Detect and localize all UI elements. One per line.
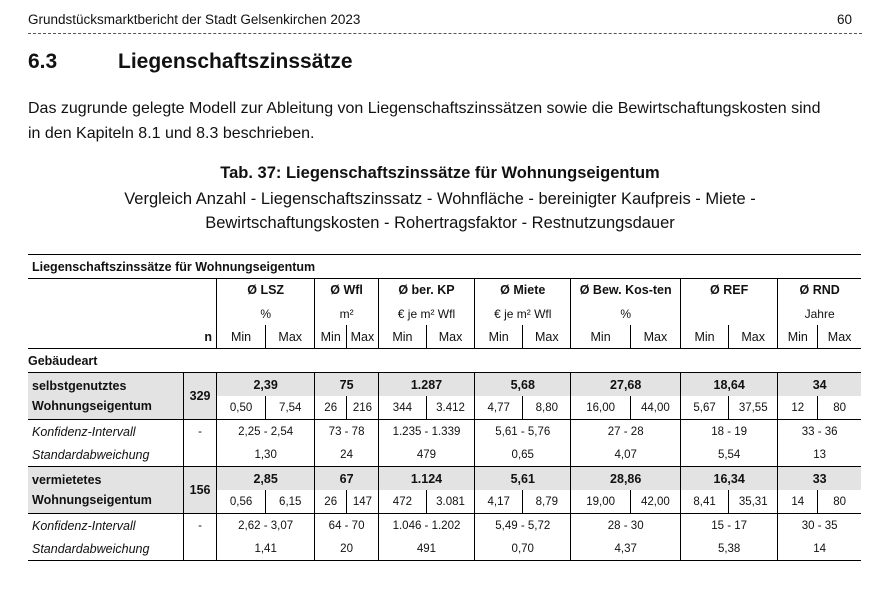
max-value: 7,54 <box>266 396 315 420</box>
mean-value: 5,61 <box>475 467 571 491</box>
min-header: Min <box>315 325 347 349</box>
max-value: 42,00 <box>630 490 680 514</box>
sd-value: 1,41 <box>216 537 314 561</box>
ki-value: 64 - 70 <box>315 514 379 538</box>
column-unit: % <box>571 302 681 325</box>
column-unit: % <box>216 302 314 325</box>
min-value: 4,77 <box>475 396 523 420</box>
max-value: 80 <box>818 490 861 514</box>
max-header: Max <box>630 325 680 349</box>
intro-line: Das zugrunde gelegte Modell zur Ableitung von Liegenschaftszinssätzen sowie die Bewirtschaftungskosten sind <box>28 100 821 117</box>
sd-value: 20 <box>315 537 379 561</box>
mean-value: 2,85 <box>216 467 314 491</box>
ki-value: 33 - 36 <box>778 420 861 444</box>
ki-value: 1.235 - 1.339 <box>378 420 474 444</box>
column-header: Ø RND <box>778 279 861 303</box>
max-value: 80 <box>818 396 861 420</box>
column-header: Ø Wfl <box>315 279 379 303</box>
n-header: n <box>184 325 217 349</box>
section-number: 6.3 <box>28 50 58 73</box>
mean-value: 1.287 <box>378 373 474 397</box>
sd-value: 0,65 <box>475 443 571 467</box>
max-value: 3.412 <box>426 396 474 420</box>
mean-value: 27,68 <box>571 373 681 397</box>
column-header: Ø Miete <box>475 279 571 303</box>
intro-paragraph <box>28 96 864 146</box>
max-value: 216 <box>347 396 379 420</box>
row-label-line: Wohnungseigentum <box>32 493 152 507</box>
column-unit: Jahre <box>778 302 861 325</box>
sd-value: 1,30 <box>216 443 314 467</box>
ki-value: 2,25 - 2,54 <box>216 420 314 444</box>
max-value: 6,15 <box>266 490 315 514</box>
mean-value: 1.124 <box>378 467 474 491</box>
max-value: 8,80 <box>523 396 571 420</box>
mean-value: 34 <box>778 373 861 397</box>
min-value: 0,50 <box>216 396 265 420</box>
max-value: 35,31 <box>729 490 778 514</box>
min-value: 26 <box>315 490 347 514</box>
row-label <box>28 467 184 514</box>
ki-value: 18 - 19 <box>680 420 777 444</box>
intro-line: in den Kapiteln 8.1 und 8.3 beschrieben. <box>28 125 315 142</box>
ki-value: 5,61 - 5,76 <box>475 420 571 444</box>
max-header: Max <box>266 325 315 349</box>
n-value: 329 <box>184 373 217 420</box>
sd-value: 4,07 <box>571 443 681 467</box>
max-value: 8,79 <box>523 490 571 514</box>
max-header: Max <box>347 325 379 349</box>
column-header: Ø Bew. Kos-ten <box>571 279 681 303</box>
mean-value: 33 <box>778 467 861 491</box>
page-header <box>28 11 862 34</box>
row-label-line: Wohnungseigentum <box>32 399 152 413</box>
mean-value: 2,39 <box>216 373 314 397</box>
min-value: 472 <box>378 490 426 514</box>
min-header: Min <box>475 325 523 349</box>
min-value: 19,00 <box>571 490 630 514</box>
data-table <box>28 254 861 561</box>
row-label-line: vermietetes <box>32 473 102 487</box>
ki-value: 1.046 - 1.202 <box>378 514 474 538</box>
sd-value: 5,38 <box>680 537 777 561</box>
ki-value: 15 - 17 <box>680 514 777 538</box>
ki-label: Konfidenz-Intervall <box>28 420 184 444</box>
sd-value: 13 <box>778 443 861 467</box>
ki-value: 30 - 35 <box>778 514 861 538</box>
sd-value: 24 <box>315 443 379 467</box>
mean-value: 75 <box>315 373 379 397</box>
sd-value: 5,54 <box>680 443 777 467</box>
column-header: Ø ber. KP <box>378 279 474 303</box>
min-value: 16,00 <box>571 396 630 420</box>
column-unit: € je m² Wfl <box>475 302 571 325</box>
min-value: 344 <box>378 396 426 420</box>
max-header: Max <box>818 325 861 349</box>
max-value: 147 <box>347 490 379 514</box>
ki-value: 2,62 - 3,07 <box>216 514 314 538</box>
min-value: 8,41 <box>680 490 728 514</box>
column-header: Ø REF <box>680 279 777 303</box>
sd-label: Standardabweichung <box>32 447 150 462</box>
min-header: Min <box>378 325 426 349</box>
max-header: Max <box>426 325 474 349</box>
ki-value: 28 - 30 <box>571 514 681 538</box>
column-unit: € je m² Wfl <box>378 302 474 325</box>
min-value: 12 <box>778 396 818 420</box>
mean-value: 18,64 <box>680 373 777 397</box>
mean-value: 67 <box>315 467 379 491</box>
sd-value: 491 <box>378 537 474 561</box>
min-value: 14 <box>778 490 818 514</box>
table-subtitle: Vergleich Anzahl - Liegenschaftszinssatz - Wohnfläche - bereinigter Kaufpreis - Miete - <box>124 190 756 208</box>
page-number: 60 <box>836 12 852 27</box>
sd-value: 14 <box>778 537 861 561</box>
min-header: Min <box>680 325 728 349</box>
row-label-line: selbstgenutztes <box>32 379 127 393</box>
max-value: 3.081 <box>426 490 474 514</box>
n-value: 156 <box>184 467 217 514</box>
subheader-gebaeudeart: Gebäudeart <box>28 353 98 368</box>
max-header: Max <box>523 325 571 349</box>
min-header: Min <box>216 325 265 349</box>
sd-value: 0,70 <box>475 537 571 561</box>
section-title: Liegenschaftszinssätze <box>118 50 353 73</box>
ki-value: 27 - 28 <box>571 420 681 444</box>
min-value: 5,67 <box>680 396 728 420</box>
mean-value: 16,34 <box>680 467 777 491</box>
table-title: Tab. 37: Liegenschaftszinssätze für Wohnungseigentum <box>220 164 660 182</box>
column-unit: m² <box>315 302 379 325</box>
row-label <box>28 373 184 420</box>
min-value: 0,56 <box>216 490 265 514</box>
min-value: 26 <box>315 396 347 420</box>
min-header: Min <box>778 325 818 349</box>
max-value: 37,55 <box>729 396 778 420</box>
column-unit <box>680 302 777 325</box>
ki-n: - <box>184 514 217 538</box>
table-subtitle: Bewirtschaftungskosten - Rohertragsfaktor - Restnutzungsdauer <box>205 214 675 232</box>
ki-label: Konfidenz-Intervall <box>28 514 184 538</box>
table-caption: Liegenschaftszinssätze für Wohnungseigentum <box>28 255 861 279</box>
ki-value: 5,49 - 5,72 <box>475 514 571 538</box>
column-header: Ø LSZ <box>216 279 314 303</box>
ki-n: - <box>184 420 217 444</box>
mean-value: 5,68 <box>475 373 571 397</box>
sd-value: 4,37 <box>571 537 681 561</box>
sd-value: 479 <box>378 443 474 467</box>
min-header: Min <box>571 325 630 349</box>
sd-label: Standardabweichung <box>28 537 184 561</box>
mean-value: 28,86 <box>571 467 681 491</box>
max-value: 44,00 <box>630 396 680 420</box>
header-title: Grundstücksmarktbericht der Stadt Gelsenkirchen 2023 <box>28 12 361 27</box>
min-value: 4,17 <box>475 490 523 514</box>
ki-value: 73 - 78 <box>315 420 379 444</box>
max-header: Max <box>729 325 778 349</box>
